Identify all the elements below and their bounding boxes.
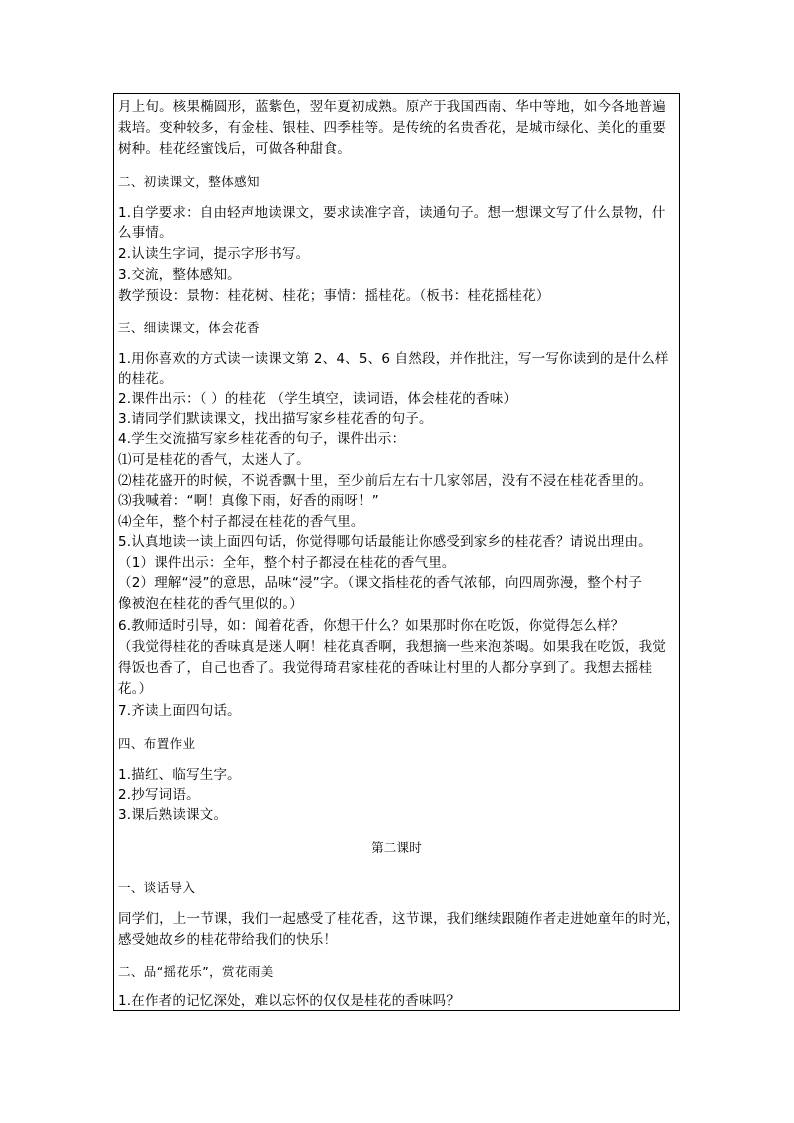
text-line: 花。） [118,681,153,697]
text-line: 像被泡在桂花的香气里似的。） [118,596,304,612]
section-heading: 三、细读课文，体会花香 [118,320,260,335]
section-heading: 四、布置作业 [118,736,196,751]
text-line: 5.认真地读一读上面四句话，你觉得哪句话最能让你感受到家乡的桂花香？请说出理由。 [118,534,652,550]
text-line: 3.交流，整体感知。 [118,267,241,283]
text-line: 月上旬。核果椭圆形，蓝紫色，翌年夏初成熟。原产于我国西南、华中等地，如今各地普遍 [118,99,666,115]
text-line: 1.用你喜欢的方式读一读课文第 2、4、5、6 自然段，并作批注，写一写你读到的是什么样 [118,351,669,367]
text-line: 7.齐读上面四句话。 [118,703,241,719]
section-heading: 一、谈话导入 [118,880,196,895]
text-line: ⑴可是桂花的香气，太迷人了。 [118,452,310,468]
text-line: （2）理解“浸”的意思，品味“浸”字。（课文指桂花的香气浓郁，向四周弥漫，整个村子 [118,575,643,591]
text-line: 1.描红、临写生字。 [118,767,241,783]
lesson-plan-table [113,93,680,1011]
section-heading: 二、品“摇花乐”，赏花雨美 [118,964,274,979]
text-line: 树种。桂花经蜜饯后，可做各种甜食。 [118,141,351,157]
text-line: ⑶我喊着：“啊！真像下雨，好香的雨呀！” [118,493,379,509]
text-line: 1.自学要求：自由轻声地读课文，要求读准字音，读通句子。想一想课文写了什么景物，什 [118,205,666,221]
text-line: 的桂花。 [118,371,173,387]
text-line: 么事情。 [118,225,173,241]
text-line: （1）课件出示：全年，整个村子都浸在桂花的香气里。 [118,555,456,571]
text-line: 栽培。变种较多，有金桂、银桂、四季桂等。是传统的名贵香花，是城市绿化、美化的重要 [118,120,666,136]
text-line: 得饭也香了，自己也香了。我觉得琦君家桂花的香味让村里的人都分享到了。我想去摇桂 [118,660,653,676]
text-line: （我觉得桂花的香味真是迷人啊！桂花真香啊，我想摘一些来泡茶喝。如果我在吃饭，我觉 [118,639,666,655]
text-line: 2.课件出示：（ ）的桂花 （学生填空，读词语，体会桂花的香味） [118,391,518,407]
text-line: ⑷全年，整个村子都浸在桂花的香气里。 [118,514,365,530]
text-line: 6.教师适时引导，如：闻着花香，你想干什么？如果那时你在吃饭，你觉得怎么样？ [118,618,625,634]
text-line: 1.在作者的记忆深处，难以忘怀的仅仅是桂花的香味吗？ [118,993,461,1009]
text-line: 3.课后熟读课文。 [118,807,228,823]
text-line: ⑵桂花盛开的时候，不说香飘十里，至少前后左右十几家邻居，没有不浸在桂花香里的。 [118,473,653,489]
text-line: 2.抄写词语。 [118,787,200,803]
text-line: 4.学生交流描写家乡桂花香的句子，课件出示： [118,431,406,447]
text-line: 3.请同学们默读课文，找出描写家乡桂花香的句子。 [118,411,433,427]
text-line: 同学们，上一节课，我们一起感受了桂花香，这节课，我们继续跟随作者走进她童年的时光， [118,911,680,927]
text-line: 教学预设：景物：桂花树、桂花；事情：摇桂花。（板书：桂花摇桂花） [118,288,550,304]
lesson-title: 第二课时 [371,840,422,855]
section-heading: 二、初读课文，整体感知 [118,174,260,189]
text-line: 2.认读生字词，提示字形书写。 [118,246,310,262]
text-line: 感受她故乡的桂花带给我们的快乐！ [118,932,338,948]
